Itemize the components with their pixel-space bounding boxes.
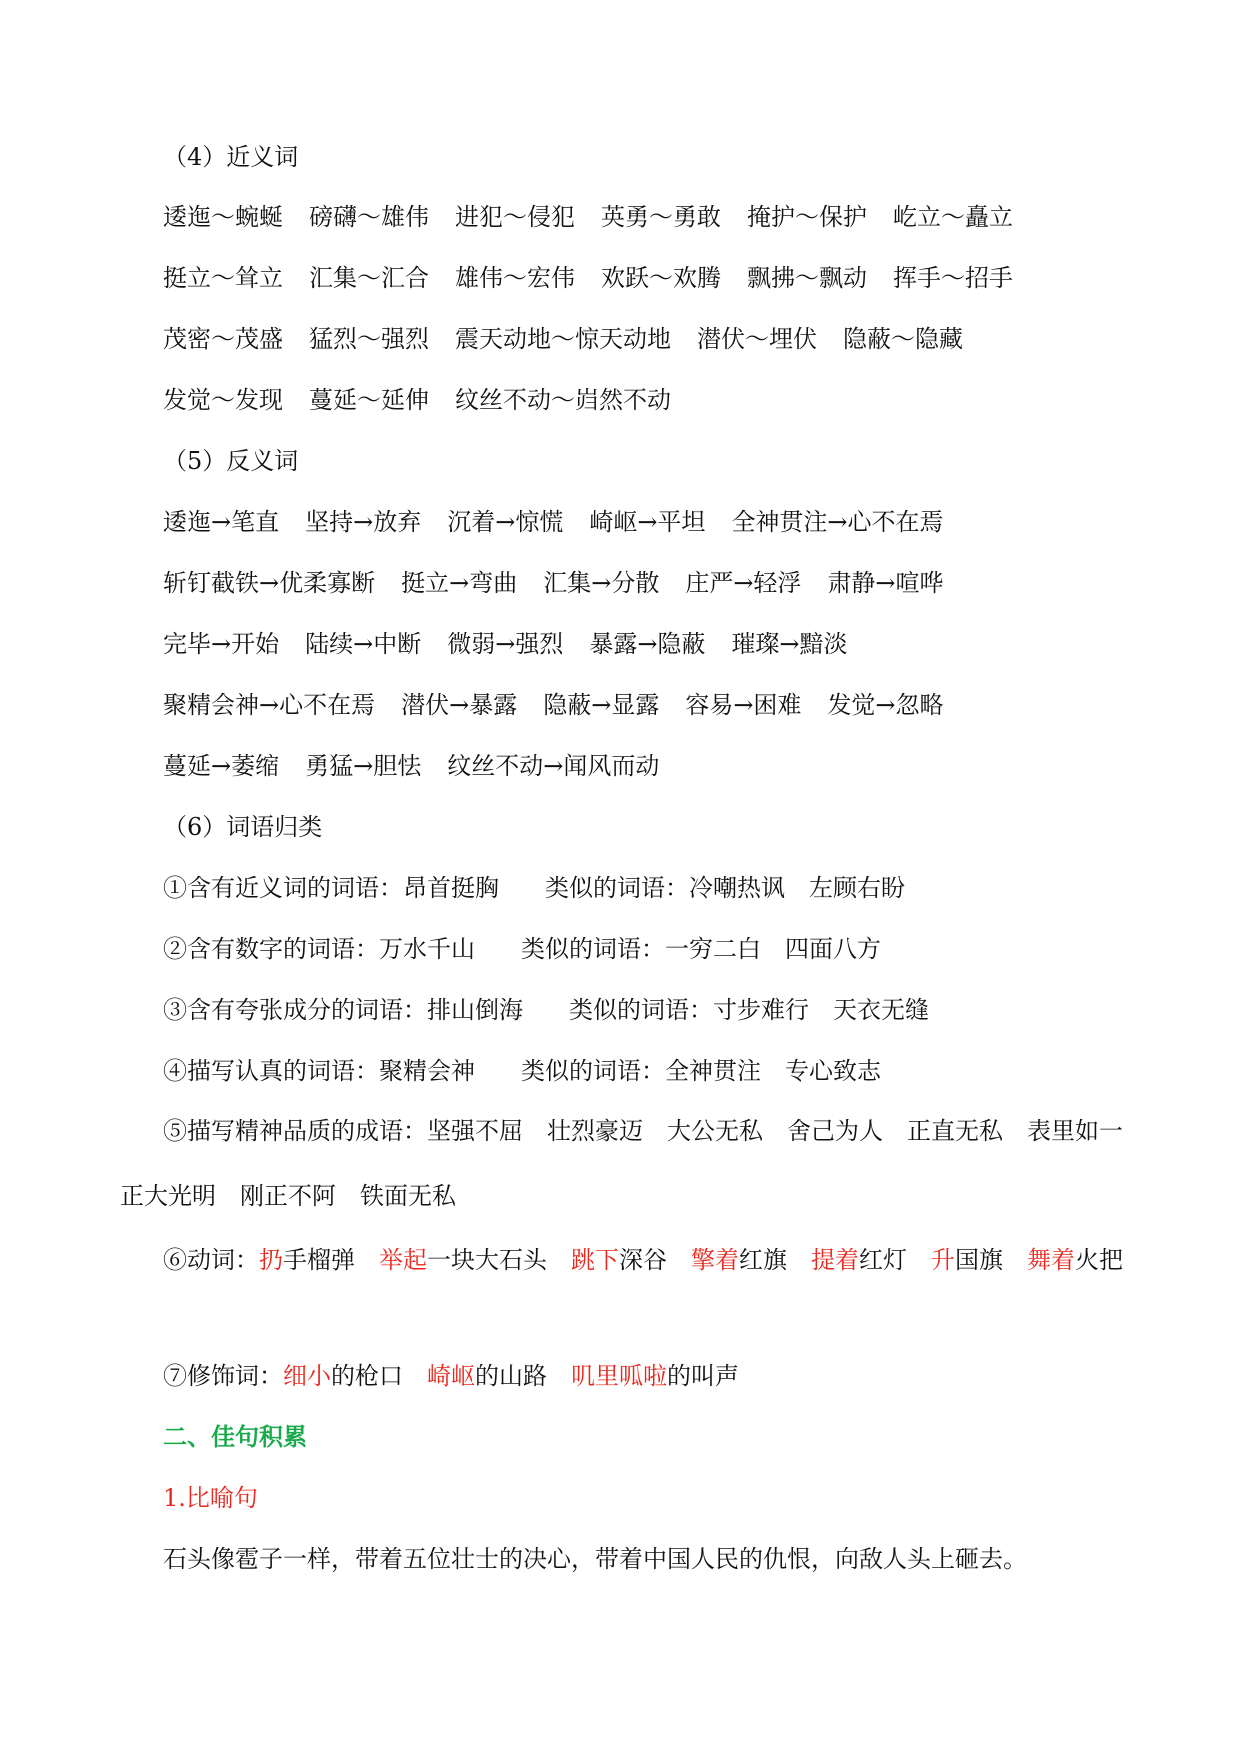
antonym-pair: 蔓延→萎缩	[163, 752, 280, 780]
synonym-pair: 蔓延～延伸	[309, 386, 429, 414]
antonym-pair: 潜伏→暴露	[401, 691, 518, 719]
antonym-pair: 完毕→开始	[163, 630, 280, 658]
verb-phrase: 举起一块大石头	[379, 1246, 547, 1274]
category-label: ④描写认真的词语：聚精会神	[163, 1057, 475, 1085]
antonym-pair: 勇猛→胆怯	[305, 752, 422, 780]
verb-highlight: 舞着	[1027, 1246, 1075, 1274]
categories-heading: （6）词语归类	[163, 813, 323, 841]
antonym-pair: 沉着→惊慌	[447, 508, 564, 536]
antonym-row-3	[163, 627, 1131, 661]
category-similar: 类似的词语：寸步难行 天衣无缝	[569, 996, 929, 1024]
subsection-title-metaphor: 1.比喻句	[163, 1484, 258, 1512]
category-similar: 类似的词语：一穷二白 四面八方	[521, 935, 881, 963]
verbs-prefix: ⑥动词：	[163, 1246, 259, 1274]
verb-highlight: 跳下	[571, 1246, 619, 1274]
category-item-6-verbs	[120, 1228, 1131, 1293]
category-similar: 类似的词语：全神贯注 专心致志	[521, 1057, 881, 1085]
antonym-pair: 斩钉截铁→优柔寡断	[163, 569, 376, 597]
antonym-pair: 纹丝不动→闻风而动	[447, 752, 660, 780]
synonym-pair: 汇集～汇合	[309, 264, 429, 292]
antonym-pair: 崎岖→平坦	[589, 508, 706, 536]
antonym-pair: 发觉→忽略	[827, 691, 944, 719]
verb-phrase: 擎着红旗	[691, 1246, 787, 1274]
antonym-pair: 全神贯注→心不在焉	[731, 508, 944, 536]
synonym-pair: 磅礴～雄伟	[309, 203, 429, 231]
modifier-highlight: 崎岖	[427, 1362, 475, 1390]
synonym-pair: 潜伏～埋伏	[697, 325, 817, 353]
example-sentence: 石头像雹子一样，带着五位壮士的决心，带着中国人民的仇恨，向敌人头上砸去。	[163, 1545, 1027, 1573]
category-item-2	[163, 932, 1131, 966]
category-item-5: ⑤描写精神品质的成语：坚强不屈 壮烈豪迈 大公无私 舍己为人 正直无私 表里如一 正大光明 刚正不阿 铁面无私	[120, 1117, 1147, 1210]
verb-highlight: 升	[931, 1246, 955, 1274]
antonym-row-1	[163, 505, 1131, 539]
synonym-pair: 发觉～发现	[163, 386, 283, 414]
antonym-pair: 容易→困难	[685, 691, 802, 719]
synonym-pair: 茂密～茂盛	[163, 325, 283, 353]
synonym-row-3	[163, 322, 1131, 356]
modifier-highlight: 细小	[283, 1362, 331, 1390]
antonym-pair: 隐蔽→显露	[543, 691, 660, 719]
synonym-pair: 逶迤～蜿蜒	[163, 203, 283, 231]
synonym-pair: 屹立～矗立	[893, 203, 1013, 231]
verb-phrase: 升国旗	[931, 1246, 1003, 1274]
category-item-7-modifiers	[163, 1359, 1131, 1393]
synonym-row-1	[163, 200, 1131, 234]
verb-phrase: 舞着火把	[1027, 1246, 1123, 1274]
synonym-pair: 英勇～勇敢	[601, 203, 721, 231]
category-item-4	[163, 1054, 1131, 1088]
verb-highlight: 擎着	[691, 1246, 739, 1274]
synonym-pair: 雄伟～宏伟	[455, 264, 575, 292]
category-item-1	[163, 871, 1131, 905]
synonym-pair: 掩护～保护	[747, 203, 867, 231]
antonym-pair: 微弱→强烈	[447, 630, 564, 658]
synonym-pair: 挥手～招手	[893, 264, 1013, 292]
verb-phrase: 跳下深谷	[571, 1246, 667, 1274]
modifier-phrase: 细小的枪口	[283, 1362, 403, 1390]
synonym-pair: 欢跃～欢腾	[601, 264, 721, 292]
synonym-pair: 进犯～侵犯	[455, 203, 575, 231]
modifier-phrase: 崎岖的山路	[427, 1362, 547, 1390]
antonym-pair: 陆续→中断	[305, 630, 422, 658]
modifier-phrase: 叽里呱啦的叫声	[571, 1362, 739, 1390]
section-title-sentences: 二、佳句积累	[163, 1422, 307, 1451]
synonyms-heading: （4）近义词	[163, 143, 299, 171]
antonym-pair: 璀璨→黯淡	[731, 630, 848, 658]
antonym-pair: 坚持→放弃	[305, 508, 422, 536]
category-similar: 类似的词语：冷嘲热讽 左顾右盼	[545, 874, 905, 902]
modifier-highlight: 叽里呱啦	[571, 1362, 667, 1390]
antonym-pair: 聚精会神→心不在焉	[163, 691, 376, 719]
antonyms-heading: （5）反义词	[163, 447, 299, 475]
antonym-row-2	[163, 566, 1131, 600]
verb-highlight: 举起	[379, 1246, 427, 1274]
antonym-pair: 汇集→分散	[543, 569, 660, 597]
antonym-pair: 庄严→轻浮	[685, 569, 802, 597]
synonym-row-2	[163, 261, 1131, 295]
category-label: ③含有夸张成分的词语：排山倒海	[163, 996, 523, 1024]
antonym-row-4	[163, 688, 1131, 722]
synonym-pair: 纹丝不动～岿然不动	[455, 386, 671, 414]
synonym-pair: 飘拂～飘动	[747, 264, 867, 292]
synonym-row-4	[163, 383, 1131, 417]
antonym-pair: 挺立→弯曲	[401, 569, 518, 597]
category-item-3	[163, 993, 1131, 1027]
antonym-pair: 肃静→喧哗	[827, 569, 944, 597]
modifiers-prefix: ⑦修饰词：	[163, 1362, 283, 1390]
verb-phrase: 提着红灯	[811, 1246, 907, 1274]
synonym-pair: 挺立～耸立	[163, 264, 283, 292]
antonym-pair: 逶迤→笔直	[163, 508, 280, 536]
verb-phrase: 扔手榴弹	[259, 1246, 355, 1274]
synonym-pair: 猛烈～强烈	[309, 325, 429, 353]
antonym-row-5	[163, 749, 1131, 783]
synonym-pair: 隐蔽～隐藏	[843, 325, 963, 353]
antonym-pair: 暴露→隐蔽	[589, 630, 706, 658]
synonym-pair: 震天动地～惊天动地	[455, 325, 671, 353]
verb-highlight: 扔	[259, 1246, 283, 1274]
verb-highlight: 提着	[811, 1246, 859, 1274]
category-label: ①含有近义词的词语：昂首挺胸	[163, 874, 499, 902]
category-label: ②含有数字的词语：万水千山	[163, 935, 475, 963]
